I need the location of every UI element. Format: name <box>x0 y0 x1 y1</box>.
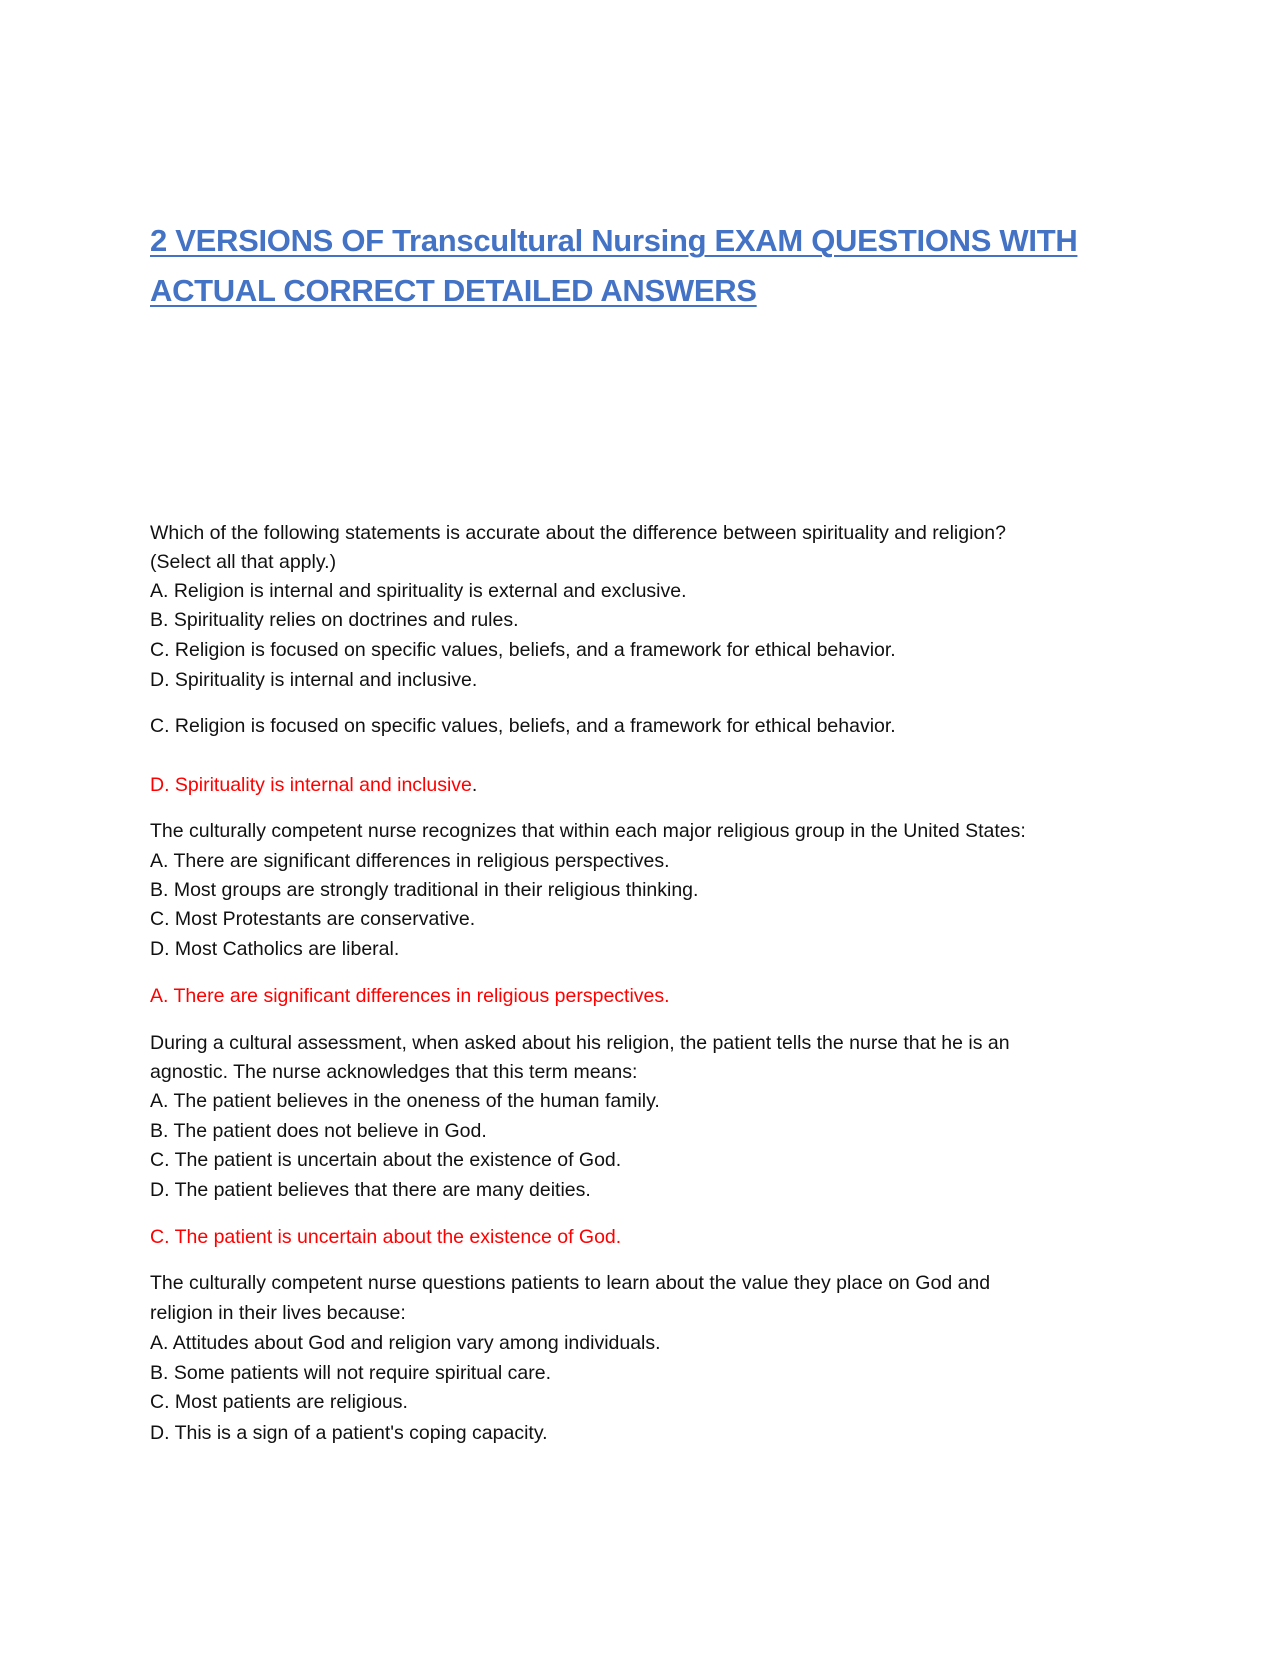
document-page <box>150 0 1130 1656</box>
question-2-option-a: A. There are significant differences in religious perspectives. <box>150 850 670 872</box>
question-3-option-c: C. The patient is uncertain about the existence of God. <box>150 1149 622 1171</box>
question-4-stem-line-2: religion in their lives because: <box>150 1302 406 1324</box>
question-2-answer: A. There are significant differences in religious perspectives. <box>150 985 670 1007</box>
question-1-stem-line-2: (Select all that apply.) <box>150 551 337 573</box>
question-1-stem-line-1: Which of the following statements is accurate about the difference between spirituality and religion? <box>150 522 1006 544</box>
question-3-option-b: B. The patient does not believe in God. <box>150 1120 487 1142</box>
question-2-stem-line-1: The culturally competent nurse recognizes that within each major religious group in the United States: <box>150 820 1026 842</box>
question-4-option-d: D. This is a sign of a patient's coping capacity. <box>150 1422 548 1444</box>
question-3-stem-line-1: During a cultural assessment, when asked about his religion, the patient tells the nurse that he is an <box>150 1032 1010 1054</box>
question-4-option-c: C. Most patients are religious. <box>150 1391 408 1413</box>
question-2-option-c: C. Most Protestants are conservative. <box>150 908 476 930</box>
question-1-option-a: A. Religion is internal and spirituality is external and exclusive. <box>150 580 687 602</box>
question-3-answer: C. The patient is uncertain about the existence of God. <box>150 1226 622 1248</box>
question-4-option-b: B. Some patients will not require spiritual care. <box>150 1362 552 1384</box>
question-3-stem-line-2: agnostic. The nurse acknowledges that this term means: <box>150 1061 638 1083</box>
question-1-answer-period: . <box>471 774 478 796</box>
question-2-option-d: D. Most Catholics are liberal. <box>150 938 400 960</box>
question-4-stem-line-1: The culturally competent nurse questions patients to learn about the value they place on God and <box>150 1272 991 1294</box>
question-1-answer-line <box>150 772 477 798</box>
question-1-answer-highlight: D. Spirituality is internal and inclusive <box>150 774 472 796</box>
question-1-option-b: B. Spirituality relies on doctrines and rules. <box>150 609 519 631</box>
question-1-answer-plain: C. Religion is focused on specific values, beliefs, and a framework for ethical behavior. <box>150 715 896 737</box>
question-3-option-d: D. The patient believes that there are many deities. <box>150 1179 591 1201</box>
question-4-option-a: A. Attitudes about God and religion vary among individuals. <box>150 1332 661 1354</box>
question-2-option-b: B. Most groups are strongly traditional in their religious thinking. <box>150 879 699 901</box>
question-1-option-d: D. Spirituality is internal and inclusive. <box>150 669 478 691</box>
document-title: 2 VERSIONS OF Transcultural Nursing EXAM QUESTIONS WITH ACTUAL CORRECT DETAILED ANSWERS <box>150 223 1078 308</box>
question-1-option-c: C. Religion is focused on specific values, beliefs, and a framework for ethical behavior. <box>150 639 896 661</box>
question-3-option-a: A. The patient believes in the oneness of the human family. <box>150 1090 660 1112</box>
